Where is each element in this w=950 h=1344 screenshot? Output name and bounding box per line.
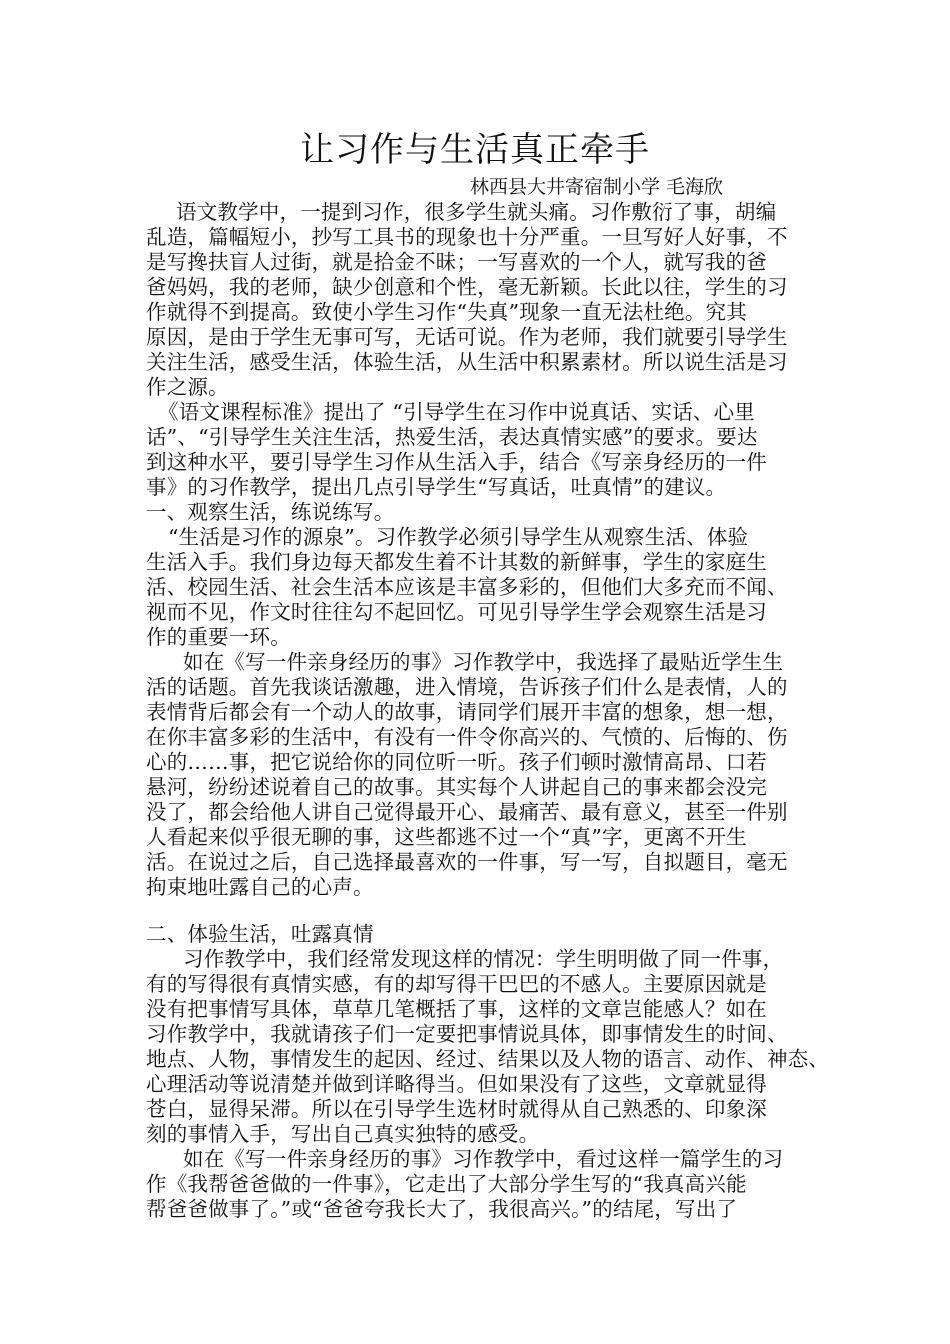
paragraph-line: 关注生活，感受生活，体验生活，从生活中积累素材。所以说生活是习 <box>146 350 788 374</box>
paragraph-line: 是写搀扶盲人过街，就是拾金不昧；一写喜欢的一个人，就写我的爸 <box>146 250 767 274</box>
paragraph-line: 活。在说过之后，自己选择最喜欢的一件事，写一写，自拟题目，毫无 <box>146 850 788 874</box>
paragraph-line: 作《我帮爸爸做的一件事》，它走出了大部分学生写的“我真高兴能 <box>146 1172 747 1196</box>
paragraph-line: 《语文课程标准》提出了 “引导学生在习作中说真话、实话、心里 <box>158 400 755 424</box>
author-byline: 林西县大井寄宿制小学 毛海欣 <box>470 176 724 198</box>
paragraph-line: 苍白，显得呆滞。所以在引导学生选材时就得从自己熟悉的、印象深 <box>146 1097 767 1121</box>
paragraph-line: 到这种水平，要引导学生习作从生活入手，结合《写亲身经历的一件 <box>146 450 767 474</box>
paragraph-line: 没了，都会给他人讲自己觉得最开心、最痛苦、最有意义，甚至一件别 <box>146 800 788 824</box>
paragraph-line: 帮爸爸做事了。”或“爸爸夸我长大了，我很高兴。”的结尾，写出了 <box>146 1197 738 1221</box>
paragraph-line: 活、校园生活、社会生活本应该是丰富多彩的，但他们大多充而不闻、 <box>146 575 788 599</box>
paragraph-line: 刻的事情入手，写出自己真实独特的感受。 <box>146 1122 540 1146</box>
paragraph-line: 在你丰富多彩的生活中，有没有一件令你高兴的、气愤的、后悔的、伤 <box>146 725 788 749</box>
paragraph-line: 作之源。 <box>146 375 229 399</box>
paragraph-line: “生活是习作的源泉”。习作教学必须引导学生从观察生活、体验 <box>168 525 749 549</box>
paragraph-line: 话”、“引导学生关注生活，热爱生活，表达真情实感”的要求。要达 <box>146 425 758 449</box>
paragraph-line: 悬河，纷纷述说着自己的故事。其实每个人讲起自己的事来都会没完 <box>146 775 767 799</box>
paragraph-line: 如在《写一件亲身经历的事》习作教学中，看过这样一篇学生的习 <box>183 1147 784 1171</box>
paragraph-line: 事》的习作教学，提出几点引导学生“写真话，吐真情”的建议。 <box>146 475 727 499</box>
paragraph-line: 习作教学中，我们经常发现这样的情况：学生明明做了同一件事， <box>183 947 784 971</box>
section-heading: 一、观察生活，练说练写。 <box>146 500 395 524</box>
paragraph-line: 活的话题。首先我谈话激趣，进入情境，告诉孩子们什么是表情，人的 <box>146 675 788 699</box>
paragraph-line: 作的重要一环。 <box>146 625 291 649</box>
paragraph-line: 语文教学中，一提到习作，很多学生就头痛。习作敷衍了事，胡编 <box>176 200 777 224</box>
paragraph-line: 习作教学中，我就请孩子们一定要把事情说具体，即事情发生的时间、 <box>146 1022 788 1046</box>
paragraph-line: 心理活动等说清楚并做到详略得当。但如果没有了这些，文章就显得 <box>146 1072 767 1096</box>
paragraph-line: 原因，是由于学生无事可写，无话可说。作为老师，我们就要引导学生 <box>146 325 788 349</box>
paragraph-line: 地点、人物，事情发生的起因、经过、结果以及人物的语言、动作、神态、 <box>146 1047 830 1071</box>
paragraph-line: 有的写得很有真情实感，有的却写得干巴巴的不感人。主要原因就是 <box>146 972 767 996</box>
paragraph-line: 视而不见，作文时往往勾不起回忆。可见引导学生学会观察生活是习 <box>146 600 767 624</box>
section-heading: 二、体验生活，吐露真情 <box>146 922 374 946</box>
document-title: 让习作与生活真正牵手 <box>300 130 650 170</box>
paragraph-line: 爸妈妈，我的老师，缺少创意和个性，毫无新颖。长此以往，学生的习 <box>146 275 788 299</box>
paragraph-line: 拘束地吐露自己的心声。 <box>146 875 374 899</box>
paragraph-line: 人看起来似乎很无聊的事，这些都逃不过一个“真”字，更离不开生 <box>146 825 747 849</box>
paragraph-line: 作就得不到提高。致使小学生习作“失真”现象一直无法杜绝。究其 <box>146 300 747 324</box>
paragraph-line: 表情背后都会有一个动人的故事，请同学们展开丰富的想象，想一想， <box>146 700 788 724</box>
paragraph-line: 心的……事，把它说给你的同位听一听。孩子们顿时激情高昂、口若 <box>146 750 767 774</box>
paragraph-line: 没有把事情写具体，草草几笔概括了事，这样的文章岂能感人？如在 <box>146 997 767 1021</box>
paragraph-line: 如在《写一件亲身经历的事》习作教学中，我选择了最贴近学生生 <box>183 650 784 674</box>
paragraph-line: 生活入手。我们身边每天都发生着不计其数的新鲜事，学生的家庭生 <box>146 550 767 574</box>
paragraph-line: 乱造，篇幅短小，抄写工具书的现象也十分严重。一旦写好人好事，不 <box>146 225 788 249</box>
